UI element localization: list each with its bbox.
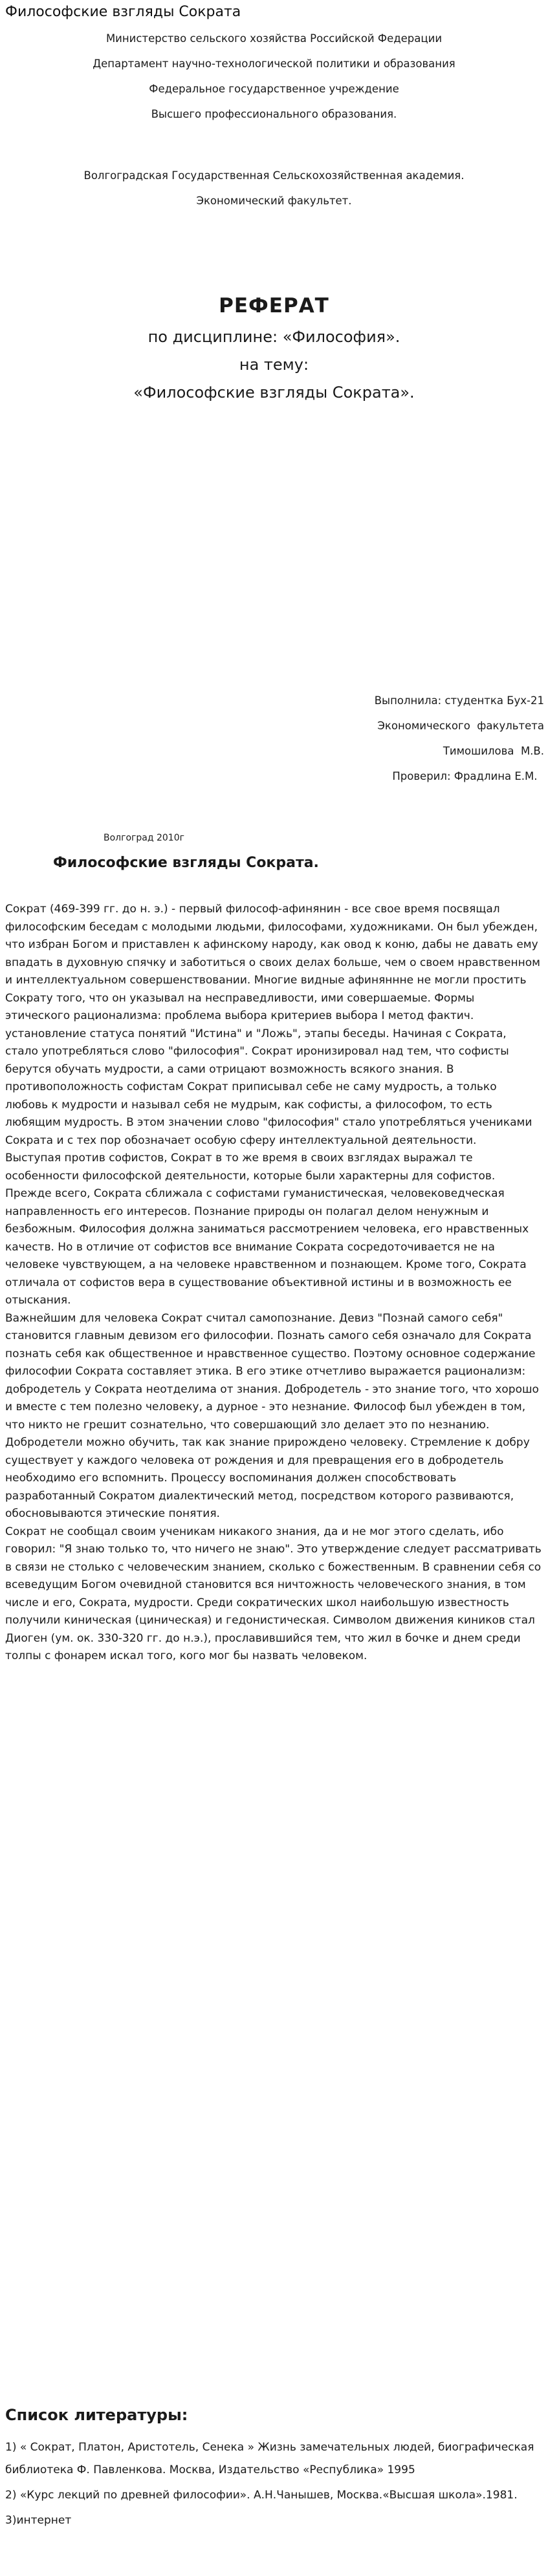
essay-paragraph: Важнейшим для человека Сократ считал самопознание. Девиз "Познай самого себя" становится главным девизом его философии. Познать самого себя означало для Сократа познать себя как общественное и нравственное существо. Поэтому основное содержание философии Сократа составляет этика. В его этике отчетливо выражается рационализм: добродетель у Сократа неотделима от знания. Добродетель - это знание того, что хорошо и вместе с тем полезно человеку, а дурное - это незнание. Философ был убежден в том, что никто не грешит сознательно, что совершающий зло делает это по незнанию. Добродетели можно обучить, так как знание прирождено человеку. Стремление к добру существует у каждого человека от рождения и для превращения его в добродетель необходимо его вспомнить. Процессу воспоминания должен способствовать разработанный Сократом диалектический метод, посредством которого развиваются, обосновываются этические понятия. <box>5 1311 539 1520</box>
signature-block <box>375 688 544 789</box>
essay-title: Философские взгляды Сократа. <box>53 855 319 871</box>
page-title: Философские взгляды Сократа <box>5 4 241 20</box>
topic-line: «Философские взгляды Сократа». <box>133 383 415 402</box>
header-line: Высшего профессионального образования. <box>151 108 397 120</box>
essay-paragraph: Сократ не сообщал своим ученикам никакого знания, да и не мог этого сделать, ибо говорил: "Я знаю только то, что ничего не знаю". Это утверждение следует рассматривать в связи не столько с человеческим знанием, сколько с божественным. В сравнении себя со всеведущим Богом очевидной становится вся ничтожность человеческого знания, в том числе и его, Сократа, мудрости. Среди сократических школ наибольшую известность получили киническая (циническая) и гедонистическая. Символом движения киников стал Диоген (ум. ок. 330-320 гг. до н.э.), прославившийся тем, что жил в бочке и днем среди толпы с фонарем искал того, кого мог бы назвать человеком. <box>5 1525 542 1662</box>
header-line: Департамент научно-технологической политики и образования <box>93 58 455 70</box>
essay-paragraph: Выступая против софистов, Сократ в то же время в своих взглядах выражал те особенности философской деятельности, которые были характерны для софистов. Прежде всего, Сократа сближала с софистами гуманистическая, человековедческая направленность его интересов. Познание природы он полагал делом ненужным и безбожным. Философия должна заниматься рассмотрением человека, его нравственных качеств. Но в отличие от софистов все внимание Сократа сосредоточивается не на человеке чувствующем, а на человеке нравственном и познающем. Кроме того, Сократа отличала от софистов вера в существование объективной истины и в возможность ее отыскания. <box>5 1152 529 1307</box>
reference-item: 2) «Курс лекций по древней философии». А.Н.Чанышев, Москва.«Высшая школа».1981. <box>5 2489 518 2502</box>
academy-name: Волгоградская Государственная Сельскохозяйственная академия. <box>83 169 465 182</box>
discipline-line: по дисциплине: «Философия». <box>148 328 400 346</box>
header-line: Федеральное государственное учреждение <box>149 83 399 95</box>
essay-paragraph: Сократ (469-399 гг. до н. э.) - первый философ-афинянин - все свое время посвящал философским беседам с молодыми людьми, философами, художниками. Он был убежден, что избран Богом и приставлен к афинскому народу, как овод к коню, дабы не давать ему впадать в духовную спячку и заботиться о своих делах больше, чем о своем нравственном и интеллектуальном совершенствовании. Многие видные афиняннне не могли простить Сократу того, что он указывал на несправедливости, ими совершаемые. Формы этического рационализма: проблема выбора критериев выбора I метод фактич. установление статуса понятий "Истина" и "Ложь", этапы беседы. Начиная с Сократа, стало употребляться слово "философия". Сократ иронизировал над тем, что софисты берутся обучать мудрости, а сами отрицают возможность всякого знания. В противоположность софистам Сократ приписывал себе не саму мудрость, а только любовь к мудрости и называл себя не мудрым, как софисты, а философом, то есть любящим мудрость. В этом значении слово "философия" стало употребляться учениками Сократа и с тех пор обозначает особую сферу интеллектуальной деятельности. <box>5 903 540 1147</box>
essay-body <box>5 901 542 1666</box>
signature-line: Экономического факультета <box>377 720 544 732</box>
subject-block <box>0 323 548 407</box>
faculty-name: Экономический факультет. <box>196 195 352 207</box>
city-year: Волгоград 2010г <box>104 833 184 843</box>
signature-line: Тимошилова М.В. <box>443 745 544 757</box>
signature-line: Проверил: Фрадлина Е.М. <box>392 770 544 782</box>
references-list <box>5 2436 542 2535</box>
references-heading: Список литературы: <box>5 2406 188 2424</box>
topic-label: на тему: <box>239 356 309 374</box>
referat-heading: РЕФЕРАТ <box>219 294 329 317</box>
academy-block <box>0 163 548 213</box>
ministry-header <box>0 26 548 127</box>
header-line: Министерство сельского хозяйства Российской Федерации <box>105 32 443 45</box>
reference-item: 3)интернет <box>5 2514 72 2527</box>
signature-line: Выполнила: студентка Бух-21 <box>374 694 544 707</box>
reference-item: 1) « Сократ, Платон, Аристотель, Сенека » Жизнь замечательных людей, биографическая библиотека Ф. Павленкова. Москва, Издательство «Республика» 1995 <box>5 2441 534 2476</box>
